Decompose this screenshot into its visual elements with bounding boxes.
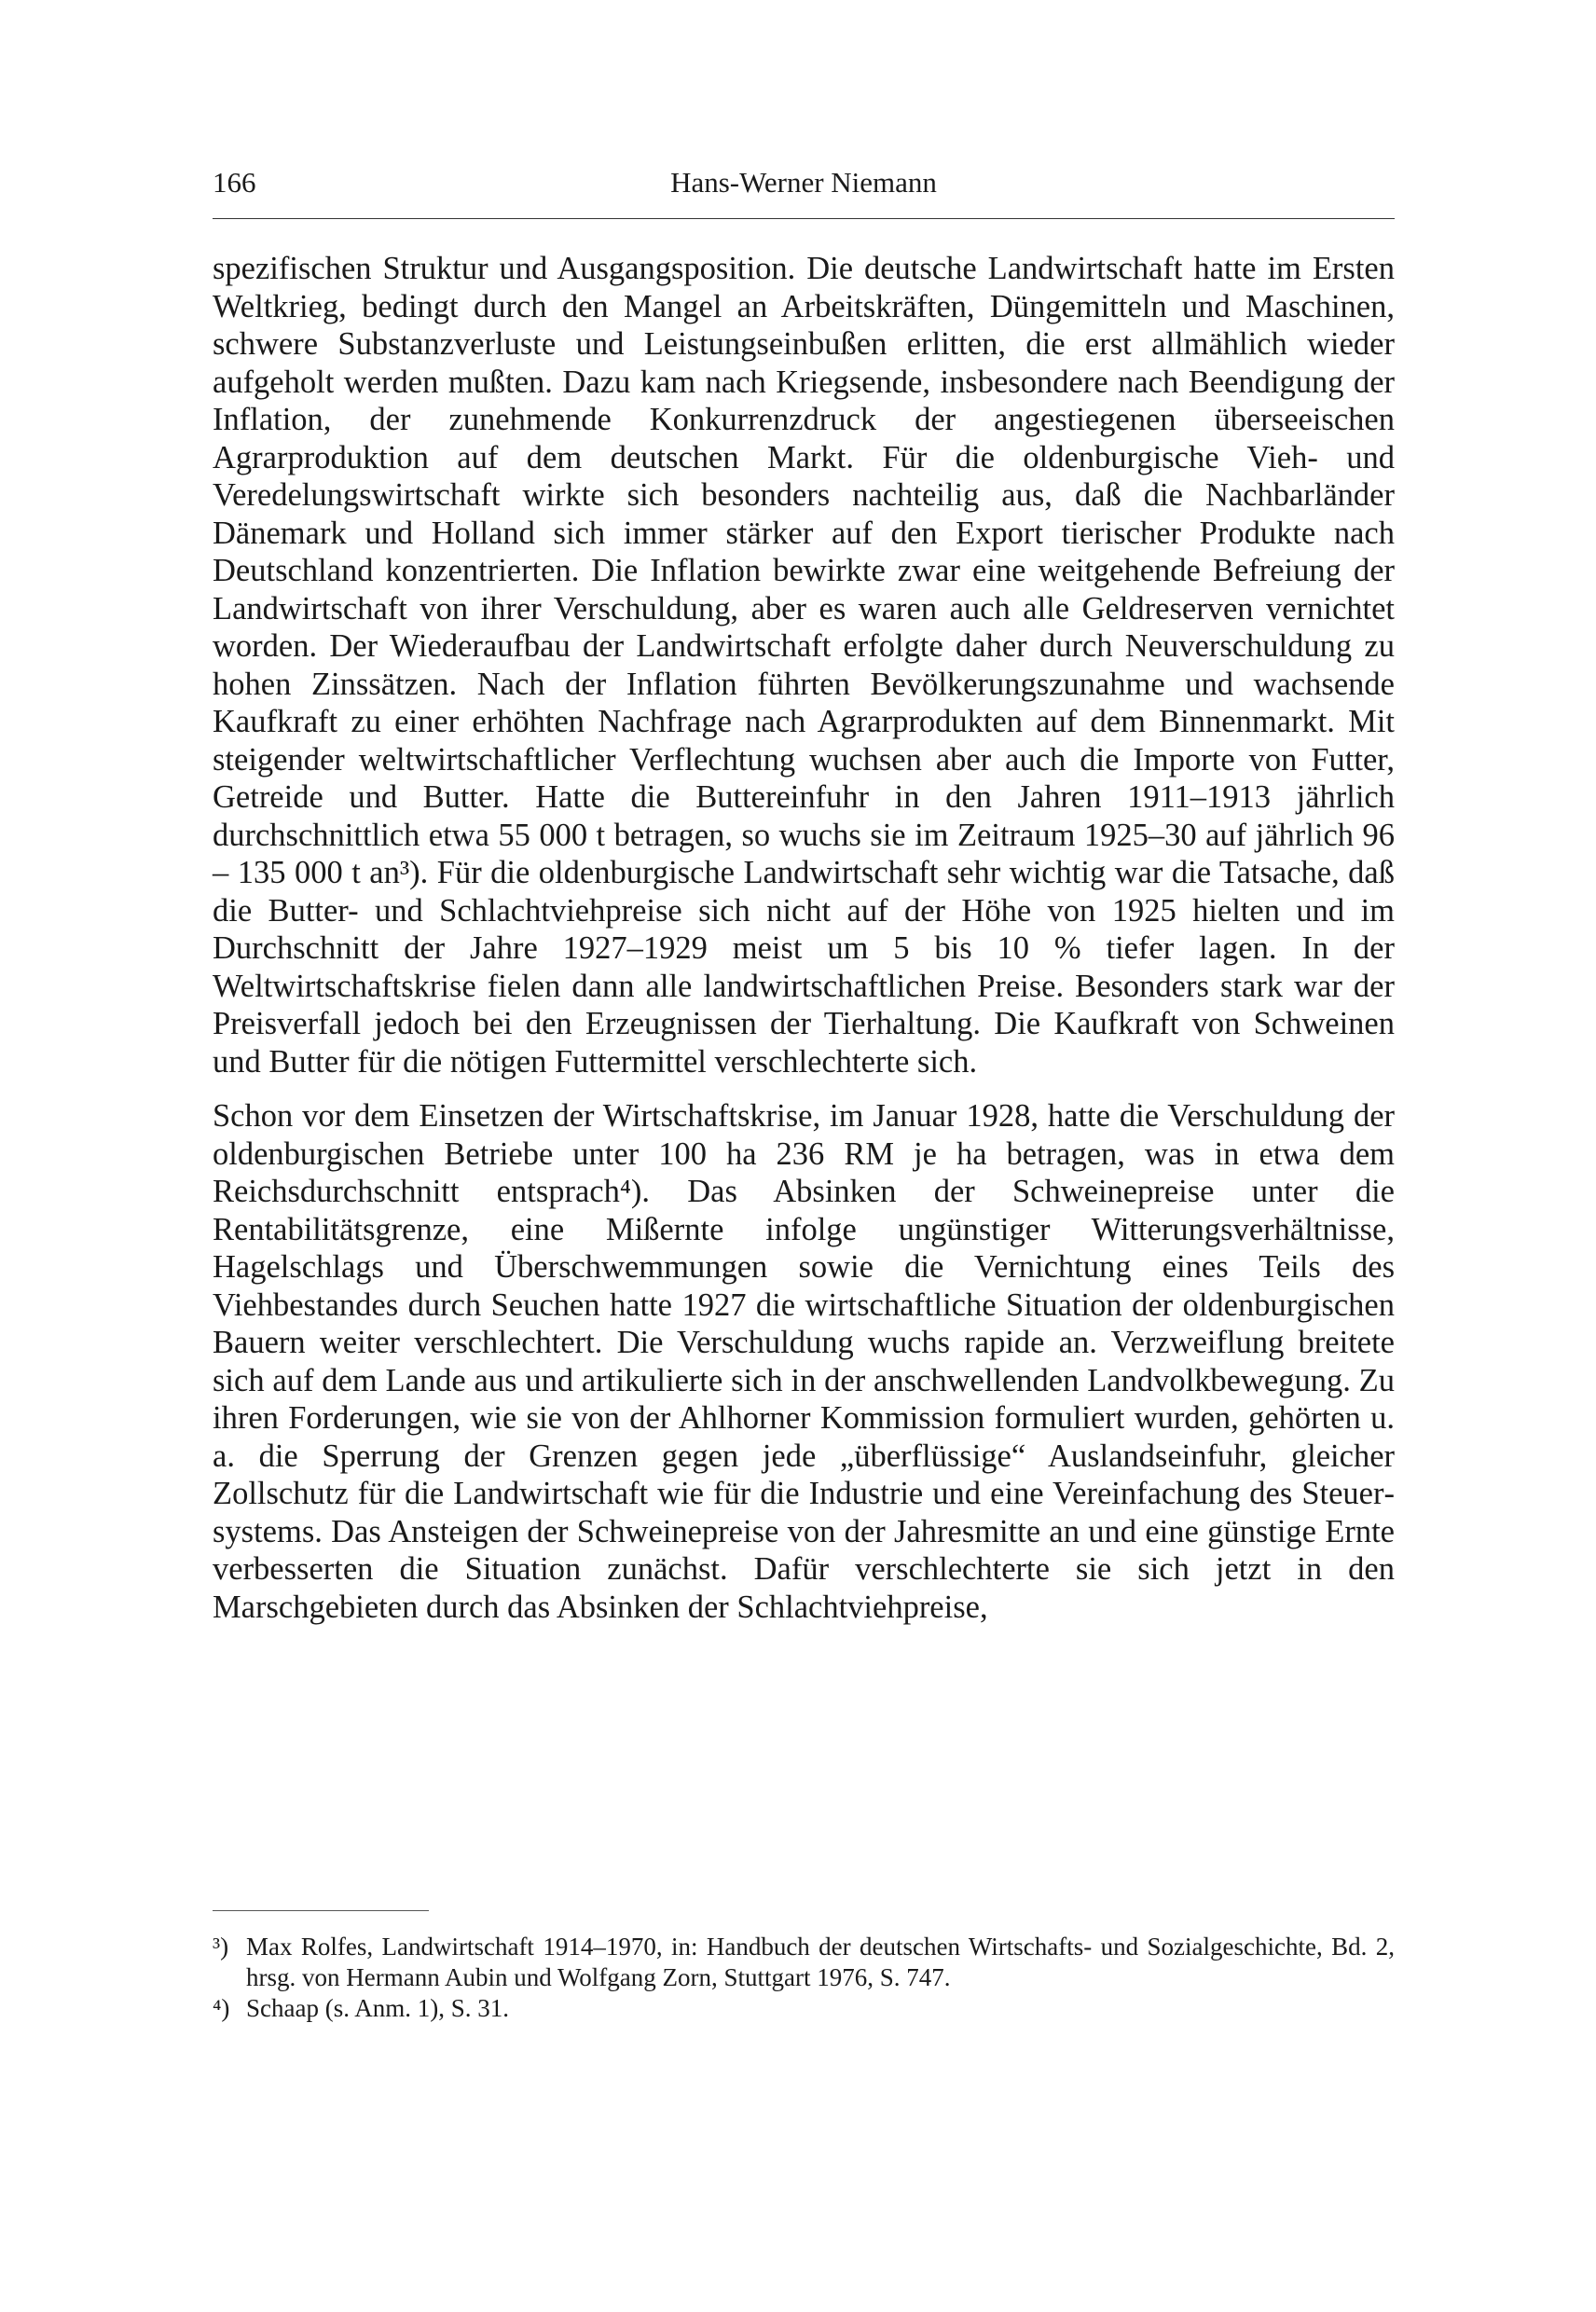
header-rule <box>213 218 1395 219</box>
footnote-text: Max Rolfes, Landwirtschaft 1914–1970, in: Handbuch der deutschen Wirtschafts- und Sozialgeschichte, Bd. 2, hrsg. von Hermann Aubin und Wolfgang Zorn, Stuttgart 1976, S. 747. <box>246 1933 1395 1991</box>
page-header <box>213 166 1395 213</box>
running-head: Hans-Werner Niemann <box>670 166 937 199</box>
footnote-rule <box>213 1910 429 1911</box>
footnote <box>213 1932 1395 1993</box>
body-text <box>213 250 1395 1626</box>
body-paragraph: spezifischen Struktur und Ausgangsposition. Die deutsche Landwirtschaft hatte im Ersten Weltkrieg, bedingt durch den Mangel an Arbeitskräften, Düngemitteln und Maschinen, schwere Substanzverluste und Leistungseinbußen erlitten, die erst allmählich wieder aufgeholt werden mußten. Dazu kam nach Kriegsende, insbesondere nach Beendigung der Inflation, der zunehmende Konkurrenzdruck der angestiegenen überseeischen Agrarproduktion auf dem deutschen Markt. Für die oldenburgische Vieh- und Veredelungswirtschaft wirkte sich besonders nachteilig aus, daß die Nachbarländer Dänemark und Holland sich immer stärker auf den Export tierischer Produkte nach Deutschland konzentrierten. Die Inflation bewirkte zwar eine weitgehende Befreiung der Landwirtschaft von ihrer Verschuldung, aber es waren auch alle Geldreserven vernichtet worden. Der Wiederaufbau der Landwirtschaft erfolgte daher durch Neuverschuldung zu hohen Zinssätzen. Nach der Inflation führten Bevölkerungszunahme und wachsende Kaufkraft zu einer erhöhten Nachfrage nach Agrarprodukten auf dem Binnenmarkt. Mit steigender weltwirtschaftlicher Verflechtung wuchsen aber auch die Importe von Futter, Getreide und Butter. Hatte die Buttereinfuhr in den Jahren 1911–1913 jährlich durchschnittlich etwa 55 000 t betragen, so wuchs sie im Zeitraum 1925–30 auf jährlich 96 – 135 000 t an³). Für die oldenburgische Landwirtschaft sehr wichtig war die Tatsache, daß die Butter- und Schlachtviehpreise sich nicht auf der Höhe von 1925 hielten und im Durchschnitt der Jahre 1927–1929 meist um 5 bis 10 % tiefer lagen. In der Weltwirtschaftskrise fielen dann alle landwirtschaftlichen Preise. Besonders stark war der Preisverfall jedoch bei den Erzeugnissen der Tierhaltung. Die Kaufkraft von Schweinen und Butter für die nötigen Futtermittel verschlechterte sich. <box>213 251 1395 1080</box>
footnotes <box>213 1932 1395 2024</box>
footnote-marker: ³) <box>213 1933 229 1961</box>
page-number: 166 <box>213 166 256 199</box>
footnote-text: Schaap (s. Anm. 1), S. 31. <box>246 1994 509 2022</box>
footnote <box>213 1993 1395 2024</box>
footnote-marker: ⁴) <box>213 1994 230 2022</box>
body-paragraph: Schon vor dem Einsetzen der Wirtschaftskrise, im Januar 1928, hatte die Verschuldung der oldenburgischen Betriebe unter 100 ha 236 RM je ha betragen, was in etwa dem Reichsdurchschnitt entsprach⁴). Das Absinken der Schweinepreise unter die Rentabilitätsgrenze, eine Mißernte infolge ungünstiger Witterungsverhältnisse, Hagelschlags und Überschwemmungen sowie die Vernichtung eines Teils des Viehbestandes durch Seuchen hatte 1927 die wirtschaftliche Situation der oldenburgischen Bauern weiter verschlechtert. Die Verschuldung wuchs rapide an. Verzweiflung breitete sich auf dem Lande aus und artikulierte sich in der anschwellenden Landvolkbewegung. Zu ihren Forderungen, wie sie von der Ahlhorner Kommission formuliert wurden, gehörten u. a. die Sperrung der Grenzen gegen jede „überflüssige“ Auslandseinfuhr, gleicher Zollschutz für die Landwirtschaft wie für die Industrie und eine Vereinfachung des Steuersystems. Das Ansteigen der Schweinepreise von der Jahresmitte an und eine günstige Ernte verbesserten die Situation zunächst. Dafür verschlechterte sie sich jetzt in den Marschgebieten durch das Absinken der Schlachtviehpreise, <box>213 1098 1395 1625</box>
